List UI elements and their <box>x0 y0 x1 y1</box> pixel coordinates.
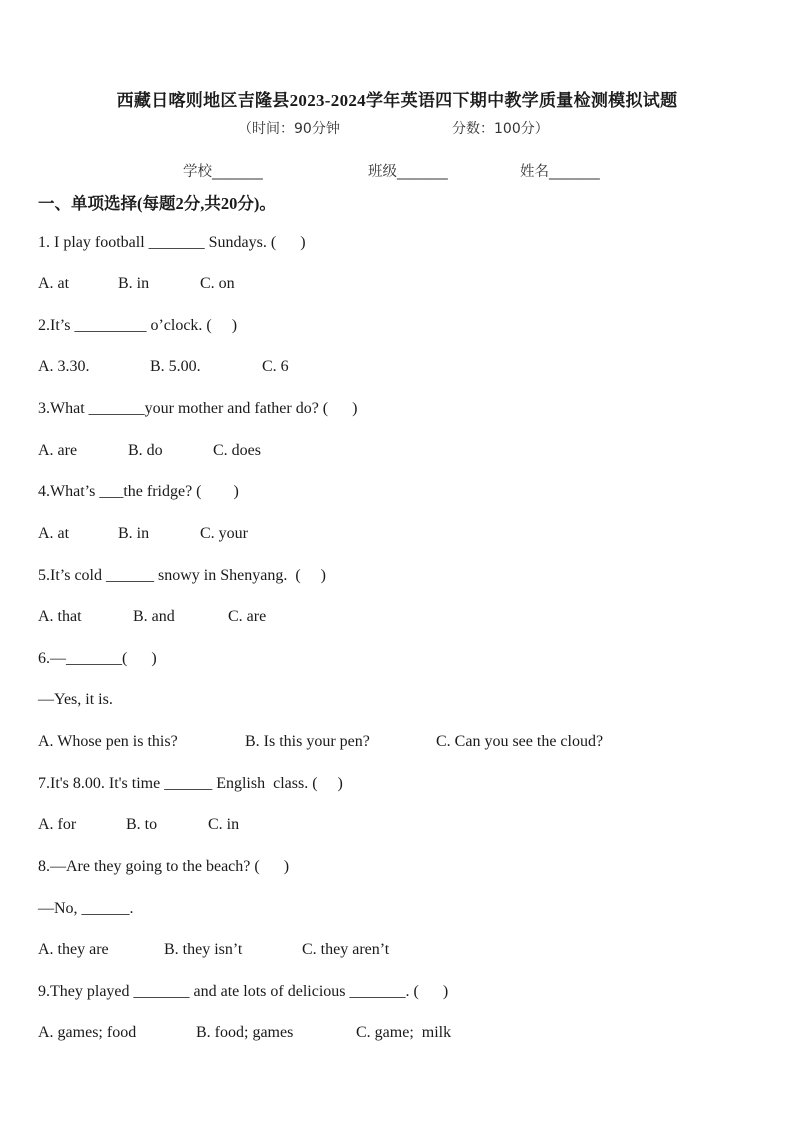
question-5-stem: 5.It’s cold ______ snowy in Shenyang. ( ) <box>38 567 326 584</box>
question-1-option-c: C. on <box>200 275 235 292</box>
question-7-option-b: B. to <box>126 816 158 833</box>
question-4-option-b: B. in <box>118 525 150 542</box>
question-8-option-b: B. they isn’t <box>164 941 243 958</box>
question-6-option-a: A. Whose pen is this? <box>38 733 178 750</box>
question-8-option-c: C. they aren’t <box>302 941 390 958</box>
question-9-option-c: C. game; milk <box>356 1024 452 1041</box>
exam-title: 西藏日喀则地区吉隆县2023-2024学年英语四下期中教学质量检测模拟试题 <box>116 91 678 110</box>
question-6-stem: 6.—_______( ) <box>38 650 157 667</box>
question-4-stem: 4.What’s ___the fridge? ( ) <box>38 483 239 500</box>
question-8-option-a: A. they are <box>38 941 109 958</box>
question-1-option-a: A. at <box>38 275 70 292</box>
question-7-option-a: A. for <box>38 816 77 833</box>
exam-time: （时间：90分钟 <box>238 121 340 137</box>
question-4-option-a: A. at <box>38 525 70 542</box>
name-field: 姓名_______ <box>520 164 600 180</box>
question-5-option-b: B. and <box>133 608 175 625</box>
section-heading: 一、单项选择(每题2分,共20分)。 <box>38 194 276 213</box>
question-2-stem: 2.It’s _________ o’clock. ( ) <box>38 317 238 334</box>
question-3-option-c: C. does <box>213 442 261 459</box>
question-7-stem: 7.It's 8.00. It's time ______ English class. ( ) <box>38 775 343 792</box>
question-4-option-c: C. your <box>200 525 248 542</box>
question-2-option-a: A. 3.30. <box>38 358 90 375</box>
question-6-reply: —Yes, it is. <box>38 691 113 708</box>
question-9-stem: 9.They played _______ and ate lots of delicious _______. ( ) <box>38 983 449 1000</box>
question-5-option-c: C. are <box>228 608 267 625</box>
question-1-stem: 1. I play football _______ Sundays. ( ) <box>38 234 306 251</box>
class-field: 班级_______ <box>368 164 448 180</box>
exam-score: 分数：100分） <box>452 121 549 137</box>
question-3-option-b: B. do <box>128 442 163 459</box>
question-6-option-c: C. Can you see the cloud? <box>436 733 604 750</box>
question-8-reply: —No, ______. <box>38 900 134 917</box>
question-3-stem: 3.What _______your mother and father do? ( ) <box>38 400 358 417</box>
question-9-option-a: A. games; food <box>38 1024 137 1041</box>
question-7-option-c: C. in <box>208 816 240 833</box>
question-2-option-b: B. 5.00. <box>150 358 201 375</box>
question-1-option-b: B. in <box>118 275 150 292</box>
question-3-option-a: A. are <box>38 442 78 459</box>
question-2-option-c: C. 6 <box>262 358 289 375</box>
question-5-option-a: A. that <box>38 608 82 625</box>
school-field: 学校_______ <box>183 164 263 180</box>
question-8-stem: 8.—Are they going to the beach? ( ) <box>38 858 290 875</box>
question-6-option-b: B. Is this your pen? <box>245 733 370 750</box>
question-9-option-b: B. food; games <box>196 1024 294 1041</box>
